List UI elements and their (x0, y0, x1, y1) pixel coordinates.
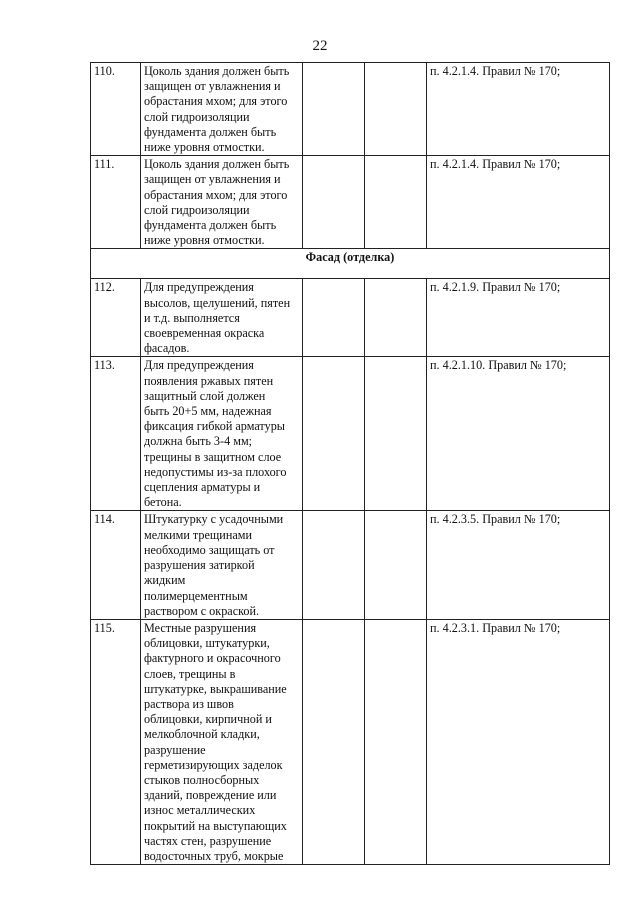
table-row (91, 511, 610, 619)
requirements-table (90, 62, 610, 865)
table-row (91, 619, 610, 864)
reference-text: п. 4.2.1.10. Правил № 170; (427, 357, 610, 511)
blank-cell (303, 619, 365, 864)
requirement-text: Штукатурку с усадочными мелкими трещинами необходимо защищать от разрушения затиркой жидким полимерцементным раствором с окраской. (141, 511, 303, 619)
requirement-text: Для предупреждения появления ржавых пятен защитный слой должен быть 20+5 мм, надежная фиксация гибкой арматуры должна быть 3-4 мм; трещины в защитном слое недопустимы из-за плохого сцепления арматуры и бетона. (141, 357, 303, 511)
blank-cell (365, 619, 427, 864)
table-row (91, 279, 610, 357)
blank-cell (365, 279, 427, 357)
section-header-row (91, 249, 610, 279)
row-number: 115. (91, 619, 141, 864)
blank-cell (303, 156, 365, 249)
blank-cell (303, 511, 365, 619)
blank-cell (303, 63, 365, 156)
page-number: 22 (312, 38, 328, 54)
reference-text: п. 4.2.1.4. Правил № 170; (427, 156, 610, 249)
section-title: Фасад (отделка) (91, 249, 610, 279)
reference-text: п. 4.2.1.4. Правил № 170; (427, 63, 610, 156)
reference-text: п. 4.2.1.9. Правил № 170; (427, 279, 610, 357)
blank-cell (365, 156, 427, 249)
requirement-text: Местные разрушения облицовки, штукатурки, фактурного и окрасочного слоев, трещины в штукатурке, выкрашивание раствора из швов облицовки, кирпичной и мелкоблочной кладки, разрушение герметизирующих заделок стыков полносборных зданий, повреждение или износ металлических покрытий на выступающих частях стен, разрушение водосточных труб, мокрые (141, 619, 303, 864)
blank-cell (365, 63, 427, 156)
table-row (91, 63, 610, 156)
row-number: 111. (91, 156, 141, 249)
blank-cell (303, 357, 365, 511)
row-number: 112. (91, 279, 141, 357)
requirement-text: Цоколь здания должен быть защищен от увлажнения и обрастания мхом; для этого слой гидроизоляции фундамента должен быть ниже уровня отмостки. (141, 63, 303, 156)
reference-text: п. 4.2.3.5. Правил № 170; (427, 511, 610, 619)
blank-cell (303, 279, 365, 357)
reference-text: п. 4.2.3.1. Правил № 170; (427, 619, 610, 864)
row-number: 114. (91, 511, 141, 619)
row-number: 113. (91, 357, 141, 511)
requirement-text: Для предупреждения высолов, щелушений, пятен и т.д. выполняется своевременная окраска фасадов. (141, 279, 303, 357)
row-number: 110. (91, 63, 141, 156)
table-row (91, 357, 610, 511)
requirement-text: Цоколь здания должен быть защищен от увлажнения и обрастания мхом; для этого слой гидроизоляции фундамента должен быть ниже уровня отмостки. (141, 156, 303, 249)
blank-cell (365, 511, 427, 619)
blank-cell (365, 357, 427, 511)
table-row (91, 156, 610, 249)
